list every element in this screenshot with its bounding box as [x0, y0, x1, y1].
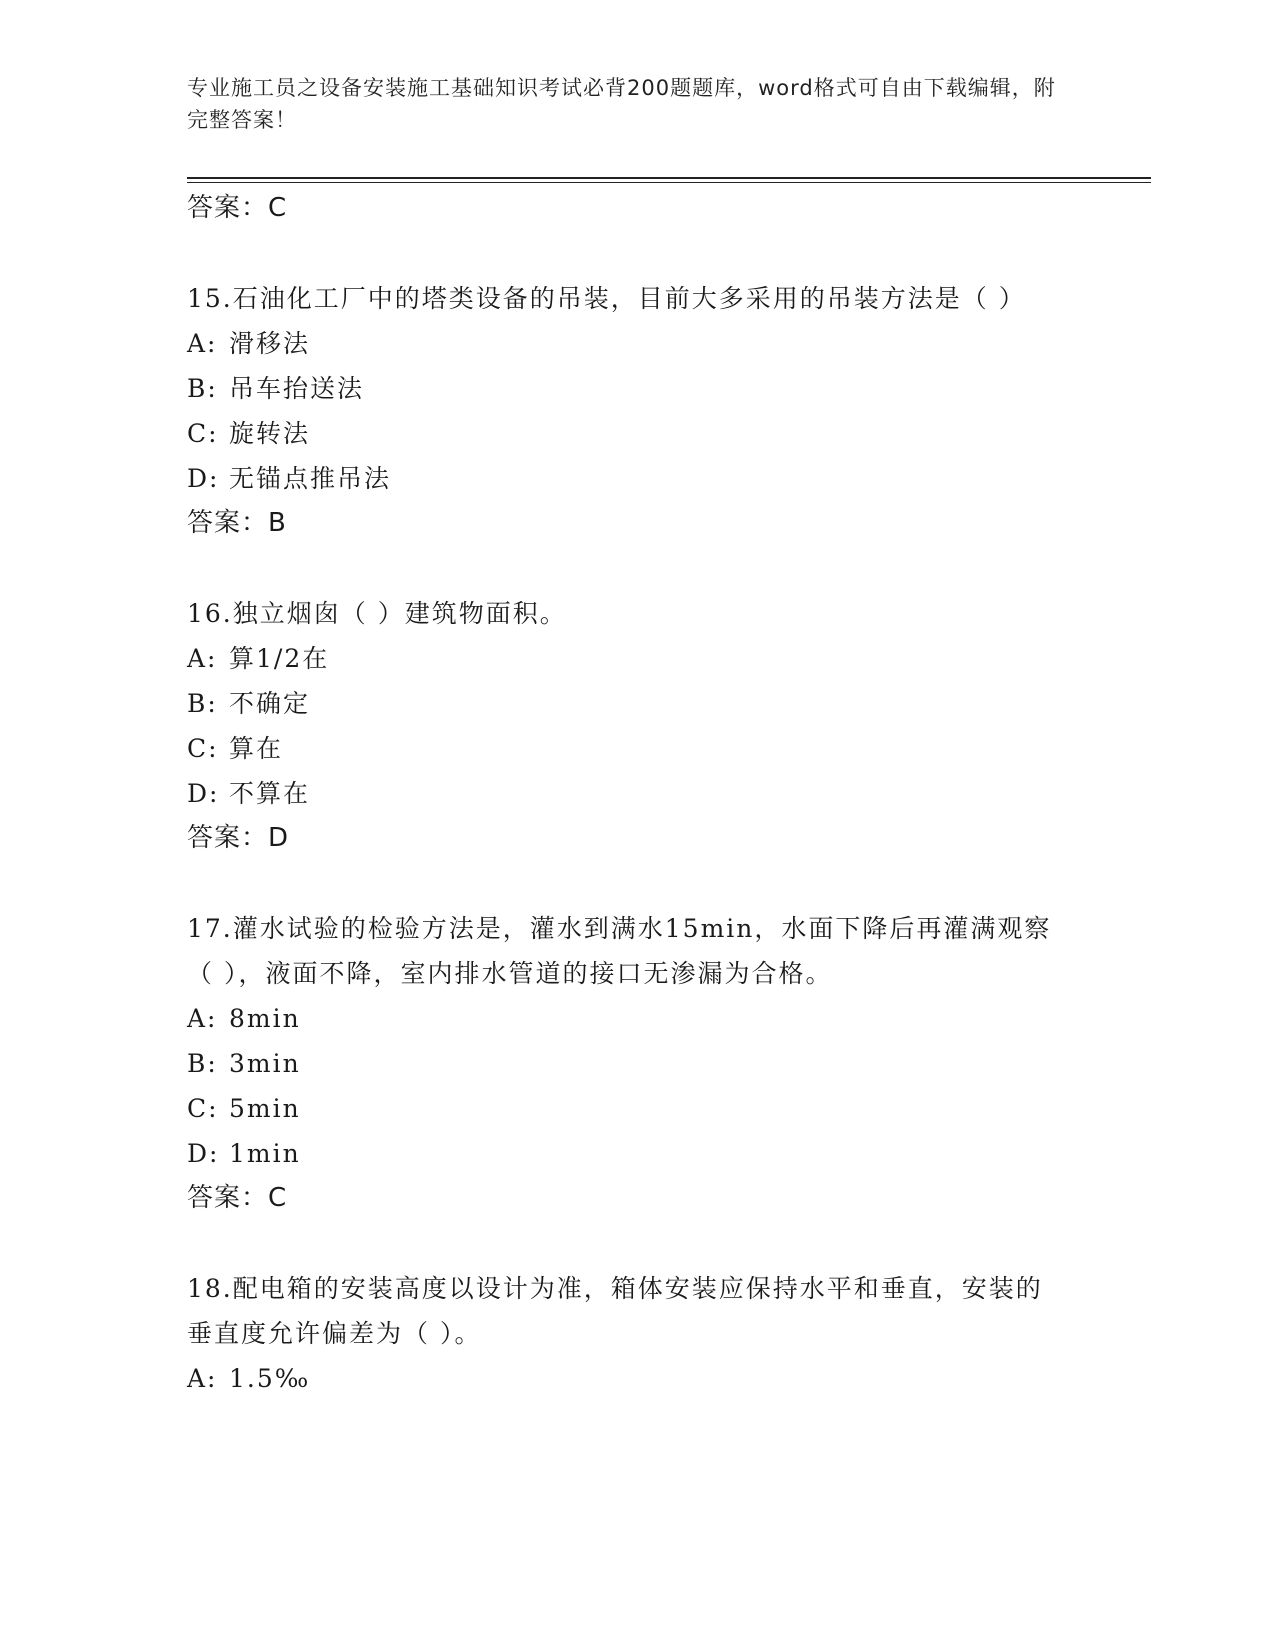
answer-line [187, 1176, 1107, 1221]
option-key: D: [187, 779, 220, 808]
spacer [187, 546, 1107, 591]
option-b [187, 366, 1107, 411]
document-header-title: 专业施工员之设备安装施工基础知识考试必背200题题库，word格式可自由下载编辑，附完整答案！ [187, 76, 1056, 132]
option-d [187, 1131, 1107, 1176]
question-text: 16.独立烟囱（ ）建筑物面积。 [187, 599, 567, 628]
option-key: B: [187, 689, 218, 718]
answer-value: B [268, 508, 287, 538]
option-key: A: [187, 329, 218, 358]
option-text: 滑移法 [229, 329, 311, 358]
option-text: 8min [229, 1004, 301, 1033]
option-key: A: [187, 644, 218, 673]
option-key: D: [187, 464, 220, 493]
header-divider-thin [187, 182, 1151, 183]
answer-value: D [268, 823, 290, 853]
answer-label: 答案： [187, 193, 269, 223]
option-text: 5min [229, 1094, 301, 1123]
option-text: 不确定 [229, 689, 311, 718]
option-text: 吊车抬送法 [229, 374, 365, 403]
answer-value: C [268, 1183, 288, 1213]
option-text: 不算在 [229, 779, 311, 808]
answer-label: 答案： [187, 823, 269, 853]
spacer [187, 1221, 1107, 1266]
option-key: A: [187, 1004, 218, 1033]
question-text: 15.石油化工厂中的塔类设备的吊装，目前大多采用的吊装方法是（ ） [187, 284, 1026, 313]
option-a [187, 1356, 1107, 1401]
answer-value: C [268, 193, 288, 223]
option-b [187, 681, 1107, 726]
option-key: C: [187, 419, 219, 448]
option-text: 1.5‰ [229, 1364, 311, 1393]
answer-line [187, 186, 1107, 231]
question-text: 18.配电箱的安装高度以设计为准，箱体安装应保持水平和垂直，安装的垂直度允许偏差为（ ）。 [187, 1274, 1043, 1348]
option-key: C: [187, 1094, 219, 1123]
spacer [187, 231, 1107, 276]
option-a [187, 321, 1107, 366]
option-key: C: [187, 734, 219, 763]
option-c [187, 726, 1107, 771]
option-a [187, 996, 1107, 1041]
option-text: 1min [229, 1139, 301, 1168]
header-divider [187, 177, 1151, 179]
option-text: 3min [229, 1049, 301, 1078]
option-text: 算1/2在 [229, 644, 330, 673]
option-key: A: [187, 1364, 218, 1393]
option-c [187, 1086, 1107, 1131]
option-c [187, 411, 1107, 456]
option-key: D: [187, 1139, 220, 1168]
answer-line [187, 501, 1107, 546]
option-text: 旋转法 [229, 419, 311, 448]
answer-line [187, 816, 1107, 861]
question-text: 17.灌水试验的检验方法是，灌水到满水15min，水面下降后再灌满观察（ ），液面不降，室内排水管道的接口无渗漏为合格。 [187, 914, 1052, 988]
option-d [187, 771, 1107, 816]
option-text: 无锚点推吊法 [229, 464, 392, 493]
option-a [187, 636, 1107, 681]
option-text: 算在 [229, 734, 284, 763]
option-b [187, 1041, 1107, 1086]
option-key: B: [187, 1049, 218, 1078]
option-d [187, 456, 1107, 501]
answer-label: 答案： [187, 1183, 269, 1213]
answer-label: 答案： [187, 508, 269, 538]
spacer [187, 861, 1107, 906]
question-content [187, 186, 1107, 1401]
option-key: B: [187, 374, 218, 403]
